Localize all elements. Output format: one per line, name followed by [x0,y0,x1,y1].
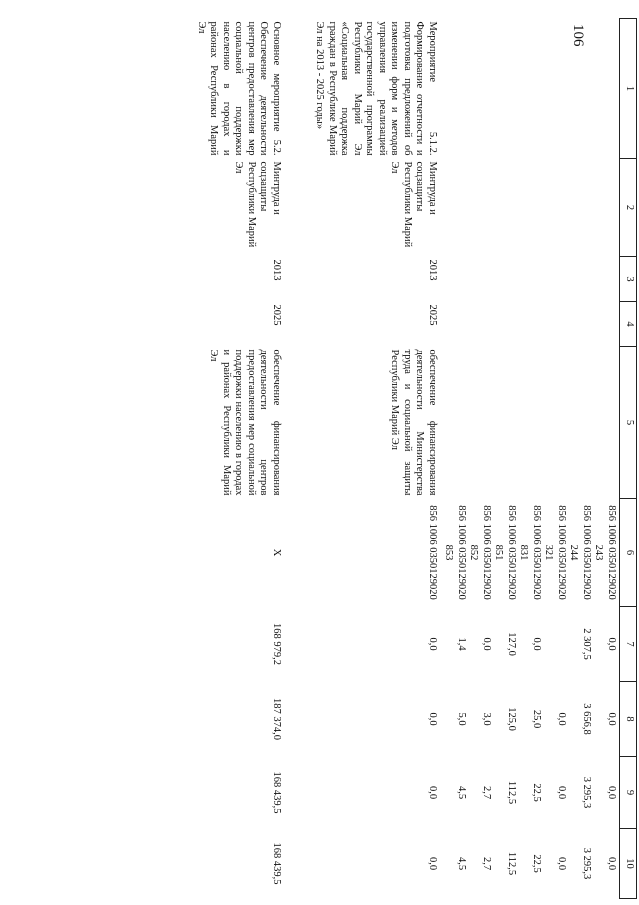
start-year-cell: 2013 [427,259,438,281]
amount-value: 0,0 [531,637,542,651]
table-row [284,19,440,899]
code-line: 321 [543,544,555,561]
amount-cell: 168 439,5 [271,771,282,814]
result-cell: обеспечение финансирования деятельности центров предоставления мер социальной поддержки населению в городах и районах Республики Марий Эл [208,349,282,496]
executor-cell [440,159,620,257]
code-line: 244 [568,544,580,561]
amount-value: 2 307,5 [581,628,592,660]
header-cell: 5 [620,347,637,499]
amount-cell: 168 979,2 [271,623,282,665]
amount-cell [440,682,620,757]
rotated-table-wrapper [107,18,637,898]
amount-value: 3 295,3 [581,847,592,880]
budget-code-cell [284,499,440,607]
header-row [620,19,637,899]
amount-value: 3 656,8 [581,703,592,735]
event-name-cell: Основное мероприятие 5.2. Обеспечение деятельности центров предоставления мер социальной поддержки населению в городах и районах Республики Марий Эл [196,21,282,156]
code-line: 856 1006 0350129020 [556,505,567,600]
amount-cell [440,829,620,899]
amount-value: 5,0 [456,712,467,726]
amount-value: 22,5 [531,783,542,802]
amount-value: 0,0 [606,712,617,726]
result-cell: обеспечение финансирования деятельности Министерства труда и социальной защиты Республики Марий Эл [389,349,438,496]
code-line: 856 1006 0350129020 [481,505,492,600]
amount-value: 0,0 [606,856,617,871]
amount-value: 3,0 [481,712,492,726]
page-number: 106 [570,24,586,47]
header-cell: 9 [620,757,637,829]
amount-value: 112,5 [506,851,517,876]
amount-cell: 0,0 [427,637,438,651]
code-line: 856 1006 0350129020 [531,505,542,600]
code-line: 856 1006 0350129020 [506,505,517,600]
budget-code-cell [134,499,284,607]
amount-cell [440,757,620,829]
header-cell: 4 [620,302,637,347]
executor-cell: Минтруда и соцзащиты Республики Марий Эл [233,161,282,248]
amount-value: 25,0 [531,709,542,729]
amount-value: 0,0 [556,785,567,800]
code-line: 856 1006 0350129020 [456,505,467,600]
event-name-cell: Мероприятие 5.1.2. Формирование отчетности и подготовка предложений об изменении форм и методов управления реализацией государственной программы Республики Марий Эл «Социальная поддержка граждан в Республике Марий Эл на 2013 - 2025 годы» [314,21,438,156]
code-line: X [271,548,282,557]
start-year-cell: 2013 [271,259,282,281]
result-cell [440,347,620,499]
event-name-cell [440,19,620,159]
amount-value: 125,0 [506,707,517,731]
amount-cell: 187 374,0 [271,698,282,740]
header-cell: 10 [620,829,637,899]
header-cell: 2 [620,159,637,257]
program-table [134,18,637,899]
amount-value: 0,0 [556,712,567,726]
header-cell: 6 [620,499,637,607]
header-cell: 8 [620,682,637,757]
end-year-cell: 2025 [427,304,438,326]
end-year-cell: 2025 [271,304,282,326]
amount-value: 112,5 [506,780,517,805]
header-cell: 1 [620,19,637,159]
executor-cell: Минтруда и соцзащиты Республики Марий Эл [389,161,438,248]
code-line: 856 1006 0350129020 [606,505,617,600]
amount-cell: 168 439,5 [271,842,282,885]
header-cell: 7 [620,607,637,682]
code-line: 852 [468,544,480,561]
amount-value: 1,4 [456,637,467,651]
amount-value: 0,0 [556,856,567,871]
amount-value: 3 295,3 [581,776,592,809]
amount-cell: 0,0 [427,712,438,726]
amount-value: 127,0 [506,632,517,656]
amount-cell [440,607,620,682]
code-line: 831 [518,544,530,561]
code-line: 856 1006 0350129020 [581,505,592,600]
start-year-cell [440,257,620,302]
table-row [134,19,284,899]
amount-cell: 0,0 [427,785,438,800]
amount-value: 0,0 [606,785,617,800]
amount-cell: 0,0 [427,856,438,871]
code-line: 243 [593,544,605,561]
code-line: 856 1006 0350129020 [427,505,438,600]
code-line: 851 [493,544,505,561]
amount-value: 22,5 [531,854,542,873]
amount-value: 0,0 [606,637,617,651]
amount-value: 2,7 [481,785,492,800]
budget-code-cell [440,499,620,607]
table-row [440,19,620,899]
end-year-cell [440,302,620,347]
amount-value: 0,0 [481,637,492,651]
amount-value: 4,5 [456,785,467,800]
header-cell: 3 [620,257,637,302]
amount-value: 2,7 [481,856,492,871]
amount-value: 4,5 [456,856,467,871]
code-line: 853 [443,544,455,561]
